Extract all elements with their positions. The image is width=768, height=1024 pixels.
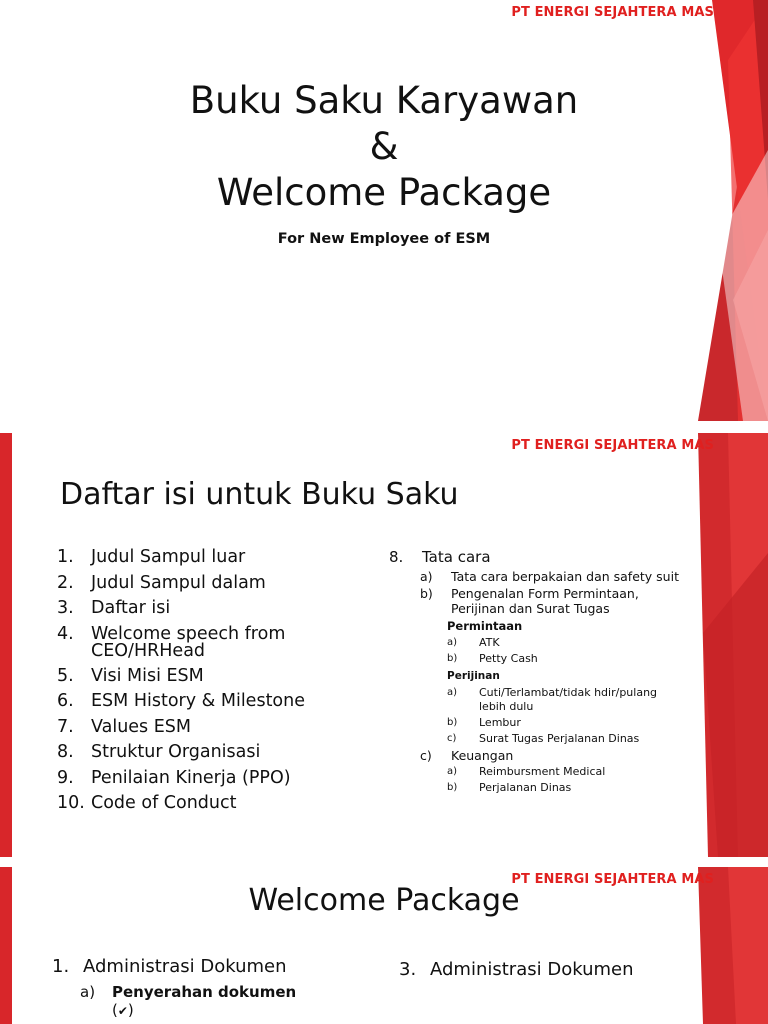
slide-welcome-package [0,867,768,1024]
toc-list [57,545,321,817]
title-line-1: Buku Saku Karyawan [189,79,579,122]
list-item: 3. Daftar isi [57,598,171,618]
list-item: 6. ESM History & Milestone [57,691,305,711]
slide-gap [0,421,768,433]
list-item: b) Pengenalan Form Permintaan, Perijinan dan Surat Tugas [420,586,639,616]
title-line-2: & [369,125,399,168]
toc-item-8-detail [389,547,719,795]
list-item: b) Petty Cash [447,652,538,665]
title-line-3: Welcome Package [216,171,552,214]
list-item: 5. Visi Misi ESM [57,665,204,686]
list-item: 10. Code of Conduct [57,793,237,813]
section-label: Perijinan [447,670,500,682]
page-title: Welcome Package [248,883,520,918]
list-item: 1. Judul Sampul luar [57,547,246,567]
list-item: c) Keuangan [420,748,514,763]
list-item: b) Lembur [447,716,521,729]
check-mark-line: (✔) [112,1001,134,1019]
slide-title [0,0,768,421]
list-item: 3. Administrasi Dokumen [399,959,634,980]
left-accent-strip [0,433,12,857]
list-item: a) Reimbursment Medical [447,765,606,778]
company-name: PT ENERGI SEJAHTERA MAS [511,5,714,20]
list-item: b) Perjalanan Dinas [447,781,572,794]
list-item: 1. Administrasi Dokumen [52,956,287,977]
list-item: 8. Struktur Organisasi [57,742,261,762]
list-item: a) Penyerahan dokumen [80,983,297,1001]
list-item: 7. Values ESM [57,716,192,737]
list-item: 9. Penilaian Kinerja (PPO) [57,767,291,788]
page-title: Daftar isi untuk Buku Saku [60,477,459,512]
slide-gap [0,857,768,867]
list-item: a) ATK [447,636,500,649]
list-item: 4. Welcome speech from CEO/HRHead [57,623,286,661]
subtitle: For New Employee of ESM [277,231,491,247]
list-item: 8. Tata cara [389,548,491,566]
list-item: 2. Judul Sampul dalam [57,572,266,593]
list-item: c) Surat Tugas Perjalanan Dinas [447,732,640,745]
slide-table-of-contents [0,433,768,857]
section-label: Permintaan [447,619,523,633]
company-name: PT ENERGI SEJAHTERA MAS [511,872,714,887]
list-item: a) Cuti/Terlambat/tidak hdir/pulang lebih dulu [447,686,658,713]
check-icon: ✔ [117,1004,128,1018]
company-name: PT ENERGI SEJAHTERA MAS [511,438,714,453]
list-item: a) Tata cara berpakaian dan safety suit [420,569,679,584]
